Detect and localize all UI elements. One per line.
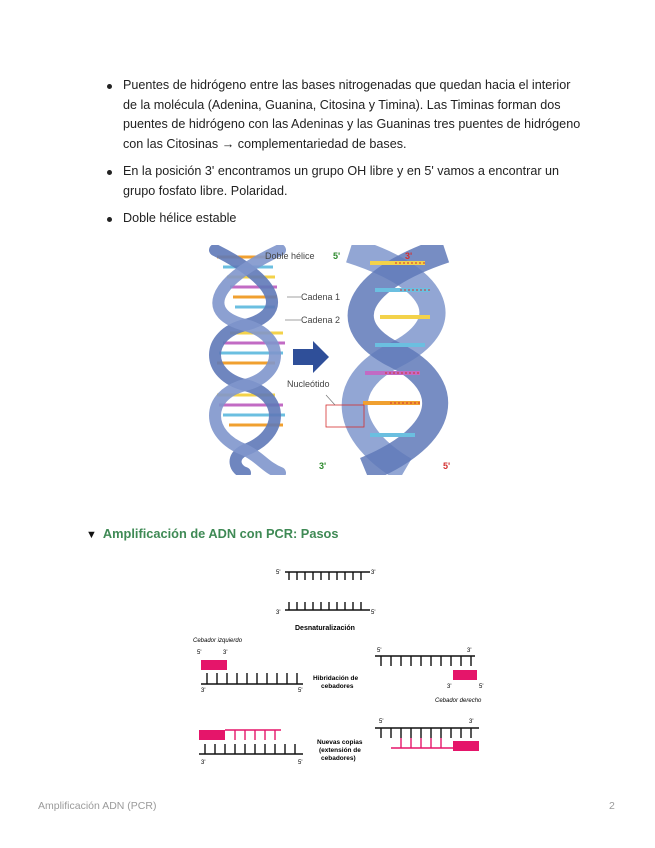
end3-label: 3' [201,688,206,694]
end3-label: 3' [223,650,228,656]
strand-top-denature [285,572,370,580]
bullet-text: Puentes de hidrógeno entre las bases nitrogenadas que quedan hacia el interior de la molécula (Adenina, Guanina, Citosina y Timina). Las Timinas forman dos puentes de hidrógeno con las Adeninas y las Guaninas tres puentes de hidrógeno con las Citosinas → complementariedad de bases. [123,78,581,151]
step-new-line1: Nuevas copias [317,739,363,746]
label-chain-1: Cadena 1 [301,292,341,302]
pcr-steps-figure [185,560,495,770]
step-new-line2: (extensión de [319,747,361,754]
step-new-line3: cebadores) [321,755,356,762]
label-double-helix: Doble hélice [265,251,315,261]
step-hybrid-line1: Hibridación de [313,675,359,682]
right-primer-label: Cebador derecho [435,698,482,704]
bullet-dot [107,170,112,175]
collapse-triangle-icon[interactable]: ▼ [86,529,97,541]
end3-label: 3' [469,719,474,725]
end5-label: 5' [298,688,303,694]
new-copy-right-extension [391,738,453,748]
bullet-text: En la posición 3' encontramos un grupo OH libre y en 5' vamos a encontrar un grupo fosfato libre. Polaridad. [123,164,560,198]
page-number: 2 [609,800,615,812]
bullet-dot [107,217,112,222]
primer-right [453,670,477,680]
bullet-list [104,76,584,237]
primer-left [201,660,227,670]
template-strand-left [201,673,303,684]
end-3-bottom: 3' [319,461,327,471]
end3-label: 3' [371,570,376,576]
step-denaturation: Desnaturalización [295,625,355,632]
end3-label: 3' [447,684,452,690]
bullet-item [104,209,584,229]
end3-label: 3' [276,610,281,616]
template-strand-right [375,656,475,666]
end3-label: 3' [201,760,206,766]
new-copy-left-primer [199,730,225,740]
end3-label: 3' [467,648,472,654]
arrow-right-icon [293,341,329,373]
end5-label: 5' [197,650,202,656]
step-hybrid-line2: cebadores [321,683,354,690]
new-copy-right-primer [453,741,479,751]
end5-label: 5' [377,648,382,654]
new-copy-right-template [375,728,479,738]
end-5-top: 5' [333,251,341,261]
end5-label: 5' [379,719,384,725]
end-3-top: 3' [405,251,413,261]
end5-label: 5' [276,570,281,576]
section-title: Amplificación de ADN con PCR: Pasos [102,526,339,541]
new-copy-left-extension [225,730,281,740]
new-copy-left-template [199,744,303,754]
section-heading[interactable] [86,526,339,541]
dna-double-helix-figure [205,245,465,475]
bullet-text: Doble hélice estable [123,211,237,225]
bullet-item [104,76,584,154]
end-5-bottom: 5' [443,461,451,471]
end5-label: 5' [298,760,303,766]
end5-label: 5' [371,610,376,616]
footer-title: Amplificación ADN (PCR) [38,800,157,812]
strand-bottom-denature [285,602,370,610]
end5-label: 5' [479,684,484,690]
bullet-item [104,162,584,201]
left-primer-label: Cebador izquierdo [193,638,243,644]
bullet-dot [107,84,112,89]
label-chain-2: Cadena 2 [301,315,341,325]
label-nucleotide: Nucleótido [287,379,330,389]
